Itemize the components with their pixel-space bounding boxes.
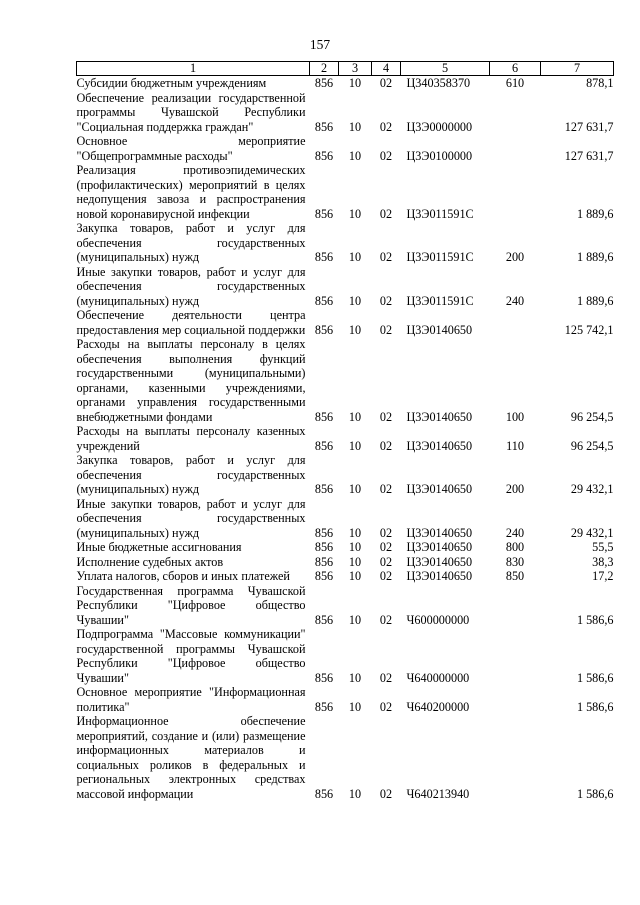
amount: 38,3 (592, 554, 614, 569)
row-description: Закупка товаров, работ и услуг для обеспечения государственных (муниципальных) нужд (76, 221, 306, 264)
subsection-code: 02 (379, 540, 393, 554)
table-row (77, 627, 614, 685)
table-row (77, 584, 614, 628)
table-row (77, 221, 614, 265)
column-header: 3 (339, 62, 372, 76)
expense-type-code (490, 308, 541, 337)
ministry-code: 856 (314, 786, 334, 801)
expense-type-code (490, 627, 541, 685)
amount: 1 586,6 (576, 699, 614, 714)
ministry-code: 856 (314, 540, 334, 554)
table-row (77, 163, 614, 221)
table-row (77, 265, 614, 309)
amount: 878,1 (586, 76, 614, 90)
ministry-code: 856 (314, 76, 334, 90)
table-row (77, 555, 614, 570)
subsection-code: 02 (379, 554, 393, 569)
target-article-code: Ч600000000 (406, 612, 470, 627)
subsection-code: 02 (379, 148, 393, 163)
ministry-code: 856 (314, 409, 334, 424)
amount: 96 254,5 (570, 409, 614, 424)
amount: 29 432,1 (570, 525, 614, 540)
table-row (77, 685, 614, 714)
row-description: Обеспечение реализации государственной программы Чувашской Республики "Социальная поддержка граждан" (76, 90, 306, 134)
expense-type-code: 800 (505, 540, 525, 554)
amount: 125 742,1 (564, 322, 614, 337)
target-article-code: Ц3Э011591С (406, 293, 474, 308)
ministry-code: 856 (314, 148, 334, 163)
section-code: 10 (348, 786, 362, 801)
expense-type-code (490, 91, 541, 135)
amount: 17,2 (592, 569, 614, 583)
ministry-code: 856 (314, 525, 334, 540)
target-article-code: Ц3Э0140650 (406, 554, 473, 569)
table-row (77, 134, 614, 163)
amount: 1 586,6 (576, 670, 614, 685)
row-description: Иные закупки товаров, работ и услуг для обеспечения государственных (муниципальных) нужд (76, 264, 306, 308)
expense-type-code: 200 (505, 250, 525, 264)
amount: 127 631,7 (564, 119, 614, 134)
row-description: Иные закупки товаров, работ и услуг для обеспечения государственных (муниципальных) нужд (76, 496, 306, 540)
subsection-code: 02 (379, 569, 393, 583)
amount: 55,5 (592, 540, 614, 554)
expense-type-code: 830 (505, 554, 525, 569)
expense-type-code: 110 (506, 438, 524, 453)
section-code: 10 (348, 569, 362, 583)
table-row (77, 308, 614, 337)
target-article-code: Ч640200000 (406, 699, 470, 714)
column-header: 5 (401, 62, 490, 76)
row-description: Уплата налогов, сборов и иных платежей (76, 569, 290, 583)
section-code: 10 (348, 322, 362, 337)
expense-type-code: 240 (505, 525, 525, 540)
subsection-code: 02 (379, 293, 393, 308)
ministry-code: 856 (314, 482, 334, 496)
target-article-code: Ч640000000 (406, 670, 470, 685)
table-row (77, 497, 614, 541)
subsection-code: 02 (379, 206, 393, 221)
row-description: Расходы на выплаты персоналу в целях обеспечения выполнения функций государственными (муниципальными) органами, казенными учреждениями, органами управления государственными внебюджетными фондами (76, 337, 306, 424)
subsection-code: 02 (379, 438, 393, 453)
ministry-code: 856 (314, 670, 334, 685)
ministry-code: 856 (314, 206, 334, 221)
expense-type-code: 850 (505, 569, 525, 583)
target-article-code: Ц3Э0140650 (406, 525, 473, 540)
row-description: Основное мероприятие "Информационная политика" (76, 685, 306, 714)
section-code: 10 (348, 670, 362, 685)
subsection-code: 02 (379, 699, 393, 714)
row-description: Реализация противоэпидемических (профилактических) мероприятий в целях недопущения завоза и распространения новой коронавирусной инфекции (76, 163, 306, 221)
table-row (77, 569, 614, 584)
section-code: 10 (348, 525, 362, 540)
expense-type-code: 200 (505, 482, 525, 496)
target-article-code: Ц3Э0100000 (406, 148, 473, 163)
target-article-code: Ч640213940 (406, 786, 470, 801)
ministry-code: 856 (314, 438, 334, 453)
section-code: 10 (348, 699, 362, 714)
subsection-code: 02 (379, 409, 393, 424)
section-code: 10 (348, 206, 362, 221)
amount: 1 586,6 (576, 612, 614, 627)
target-article-code: Ц3Э0140650 (406, 322, 473, 337)
subsection-code: 02 (379, 670, 393, 685)
amount: 1 889,6 (576, 206, 614, 221)
subsection-code: 02 (379, 482, 393, 496)
subsection-code: 02 (379, 322, 393, 337)
section-code: 10 (348, 119, 362, 134)
section-code: 10 (348, 250, 362, 264)
expense-type-code: 100 (505, 409, 525, 424)
target-article-code: Ц3Э0140650 (406, 540, 473, 554)
section-code: 10 (348, 409, 362, 424)
expense-type-code (490, 685, 541, 714)
table-row (77, 424, 614, 453)
row-description: Подпрограмма "Массовые коммуникации" государственной программы Чувашской Республики "Цифровое общество Чувашии" (76, 627, 306, 685)
amount: 96 254,5 (570, 438, 614, 453)
target-article-code: Ц3Э0140650 (406, 482, 473, 496)
column-header: 6 (490, 62, 541, 76)
row-description: Обеспечение деятельности центра предоставления мер социальной поддержки (76, 308, 306, 337)
amount: 1 889,6 (576, 250, 614, 264)
row-description: Расходы на выплаты персоналу казенных учреждений (76, 424, 306, 453)
table-row (77, 91, 614, 135)
amount: 29 432,1 (570, 482, 614, 496)
ministry-code: 856 (314, 119, 334, 134)
amount: 1 889,6 (576, 293, 614, 308)
row-description: Исполнение судебных актов (76, 554, 224, 569)
ministry-code: 856 (314, 250, 334, 264)
row-description: Информационное обеспечение мероприятий, создание и (или) размещение информационных материалов и социальных роликов в федеральных и региональных электронных средствах массовой информации (76, 714, 306, 801)
section-code: 10 (348, 612, 362, 627)
section-code: 10 (348, 148, 362, 163)
ministry-code: 856 (314, 699, 334, 714)
amount: 127 631,7 (564, 148, 614, 163)
column-header: 4 (372, 62, 401, 76)
target-article-code: Ц340358370 (406, 76, 471, 90)
section-code: 10 (348, 438, 362, 453)
target-article-code: Ц3Э0140650 (406, 569, 473, 583)
section-code: 10 (348, 76, 362, 90)
expense-type-code (490, 134, 541, 163)
section-code: 10 (348, 293, 362, 308)
subsection-code: 02 (379, 525, 393, 540)
row-description: Иные бюджетные ассигнования (76, 540, 242, 554)
section-code: 10 (348, 554, 362, 569)
row-description: Государственная программа Чувашской Республики "Цифровое общество Чувашии" (76, 583, 306, 627)
target-article-code: Ц3Э0140650 (406, 438, 473, 453)
column-header: 2 (310, 62, 339, 76)
expense-type-code: 240 (505, 293, 525, 308)
target-article-code: Ц3Э011591С (406, 206, 474, 221)
target-article-code: Ц3Э011591С (406, 250, 474, 264)
page-number: 157 (309, 37, 331, 52)
row-description: Закупка товаров, работ и услуг для обеспечения государственных (муниципальных) нужд (76, 453, 306, 496)
ministry-code: 856 (314, 293, 334, 308)
table-row (77, 76, 614, 91)
table-row (77, 714, 614, 801)
table-row (77, 540, 614, 555)
subsection-code: 02 (379, 250, 393, 264)
expense-type-code: 610 (505, 76, 525, 90)
expense-type-code (490, 163, 541, 221)
table-row (77, 453, 614, 497)
table-header-row (77, 62, 614, 76)
subsection-code: 02 (379, 786, 393, 801)
expense-type-code (490, 714, 541, 801)
column-header: 1 (77, 62, 310, 76)
table-row (77, 337, 614, 424)
expense-type-code (490, 584, 541, 628)
column-header: 7 (541, 62, 614, 76)
ministry-code: 856 (314, 554, 334, 569)
ministry-code: 856 (314, 322, 334, 337)
amount: 1 586,6 (576, 786, 614, 801)
subsection-code: 02 (379, 76, 393, 90)
subsection-code: 02 (379, 612, 393, 627)
row-description: Основное мероприятие "Общепрограммные расходы" (76, 134, 306, 163)
budget-table (76, 61, 614, 801)
subsection-code: 02 (379, 119, 393, 134)
ministry-code: 856 (314, 569, 334, 583)
section-code: 10 (348, 540, 362, 554)
target-article-code: Ц3Э0140650 (406, 409, 473, 424)
row-description: Субсидии бюджетным учреждениям (76, 76, 267, 90)
target-article-code: Ц3Э0000000 (406, 119, 473, 134)
section-code: 10 (348, 482, 362, 496)
ministry-code: 856 (314, 612, 334, 627)
